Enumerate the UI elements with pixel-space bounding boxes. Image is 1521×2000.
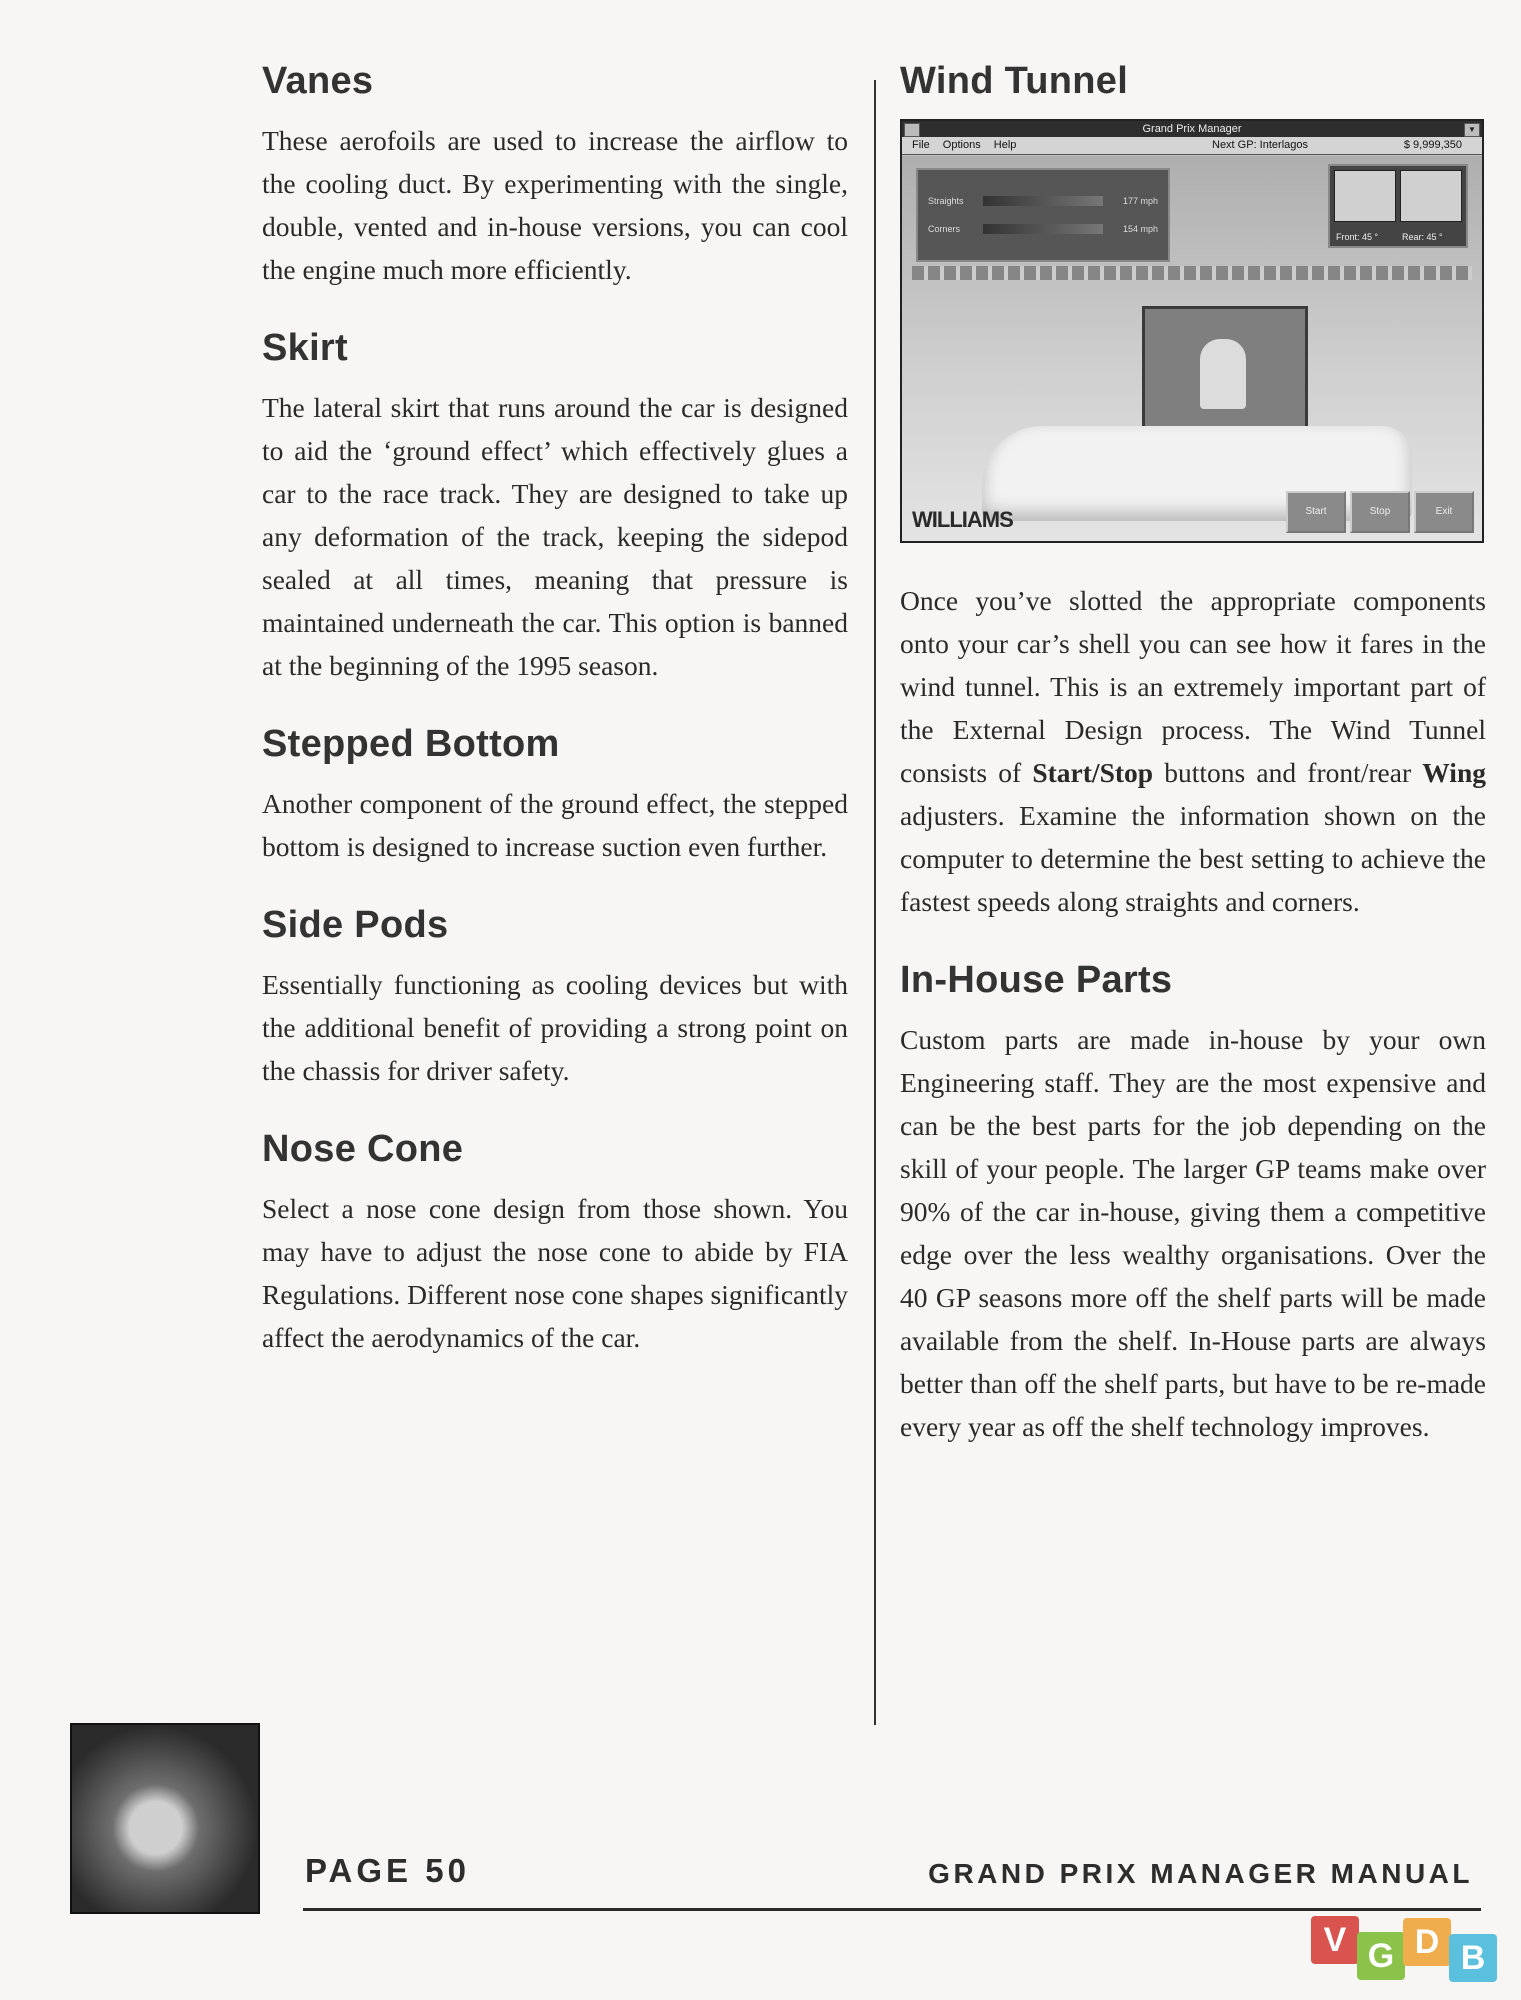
body-vanes: These aerofoils are used to increase the airflow to the cooling duct. By experimenting with the single, double, vented and in-house versions, you can cool the engine much more efficiently. bbox=[262, 125, 848, 285]
window-menu-bar bbox=[902, 137, 1482, 155]
window-title: Grand Prix Manager bbox=[1142, 123, 1242, 135]
section-side-pods bbox=[262, 904, 848, 1092]
straights-row bbox=[928, 194, 1158, 208]
heading-stepped-bottom: Stepped Bottom bbox=[262, 723, 560, 765]
section-vanes bbox=[262, 60, 848, 291]
front-wing-gauge-icon bbox=[1334, 170, 1396, 222]
start-button: Start bbox=[1286, 491, 1346, 533]
race-car-icon bbox=[982, 426, 1412, 521]
menu-file: File bbox=[912, 139, 930, 151]
control-strip bbox=[912, 266, 1472, 280]
person-photo bbox=[70, 1723, 260, 1914]
engineer-monitor bbox=[1142, 306, 1308, 432]
wing-gauges bbox=[1328, 164, 1468, 248]
engineer-figure-icon bbox=[1200, 339, 1246, 409]
next-gp: Next GP: Interlagos bbox=[1212, 139, 1308, 151]
watermark-letter-v: V bbox=[1311, 1916, 1359, 1964]
heading-in-house-parts: In-House Parts bbox=[900, 959, 1173, 1001]
stop-button: Stop bbox=[1350, 491, 1410, 533]
watermark-letter-d: D bbox=[1403, 1918, 1451, 1966]
wind-tunnel-bold-start-stop: Start/Stop bbox=[1032, 757, 1154, 788]
section-nose-cone bbox=[262, 1128, 848, 1359]
system-menu-icon bbox=[904, 123, 920, 137]
exit-button: Exit bbox=[1414, 491, 1474, 533]
body-in-house-parts: Custom parts are made in-house by your own Engineering staff. They are the most expensive and can be the best parts for the job depending on the skill of your people. The larger GP teams make over 90% of the car in-house, giving them a competitive edge over the less wealthy organisations. Over the 40 GP seasons more off the shelf parts will be made available from the shelf. In-House parts are always better than off the shelf parts, but have to be re-made every year as off the shelf technology improves. bbox=[900, 1024, 1486, 1442]
section-stepped-bottom bbox=[262, 723, 848, 868]
heading-side-pods: Side Pods bbox=[262, 904, 449, 946]
corners-bar bbox=[983, 224, 1103, 234]
corners-value: 154 mph bbox=[1122, 224, 1158, 234]
vgdb-watermark-logo bbox=[1311, 1916, 1511, 1988]
body-skirt: The lateral skirt that runs around the car is designed to aid the ‘ground effect’ which effectively glues a car to the race track. They are designed to take up any deformation of the track, keeping the sidepod sealed at all times, meaning that pressure is maintained underneath the car. This option is banned at the beginning of the 1995 season. bbox=[262, 392, 848, 681]
heading-wind-tunnel: Wind Tunnel bbox=[900, 60, 1129, 102]
right-column bbox=[900, 60, 1486, 1484]
heading-vanes: Vanes bbox=[262, 60, 374, 102]
minimize-icon: ▼ bbox=[1464, 123, 1480, 137]
column-divider bbox=[874, 80, 876, 1725]
body-nose-cone: Select a nose cone design from those shown. You may have to adjust the nose cone to abide by FIA Regulations. Different nose cone shapes significantly affect the aerodynamics of the car. bbox=[262, 1193, 849, 1353]
wind-tunnel-text-2: buttons and front/rear bbox=[1153, 757, 1423, 788]
wind-tunnel-text-3: adjusters. Examine the information shown on the computer to determine the best setting to achieve the fastest speeds along straights and corners. bbox=[900, 800, 1486, 917]
left-column bbox=[262, 60, 848, 1395]
body-wind-tunnel bbox=[900, 579, 1486, 923]
body-side-pods: Essentially functioning as cooling devices but with the additional benefit of providing a strong point on the chassis for driver safety. bbox=[262, 969, 848, 1086]
straights-label: Straights bbox=[928, 196, 964, 206]
section-in-house-parts bbox=[900, 959, 1486, 1448]
speed-panel bbox=[916, 168, 1170, 262]
menu-options: Options bbox=[942, 139, 981, 151]
rear-wing-value: Rear: 45 ° bbox=[1402, 232, 1443, 242]
manual-title: GRAND PRIX MANAGER MANUAL bbox=[928, 1858, 1473, 1889]
rear-wing-gauge-icon bbox=[1400, 170, 1462, 222]
body-stepped-bottom: Another component of the ground effect, the stepped bottom is designed to increase suction even further. bbox=[262, 788, 848, 862]
section-skirt bbox=[262, 327, 848, 687]
corners-label: Corners bbox=[928, 224, 961, 234]
straights-value: 177 mph bbox=[1122, 196, 1158, 206]
watermark-letter-g: G bbox=[1357, 1932, 1405, 1980]
menu-help: Help bbox=[993, 139, 1017, 151]
wind-tunnel-text-1: Once you’ve slotted the appropriate components onto your car’s shell you can see how it fares in the wind tunnel. This is an extremely important part of the External Design process. The Wind Tunnel consists of bbox=[900, 585, 1486, 788]
page-number: PAGE 50 bbox=[305, 1852, 470, 1889]
wind-tunnel-scene bbox=[902, 156, 1482, 541]
front-wing-value: Front: 45 ° bbox=[1336, 232, 1379, 242]
watermark-letter-b: B bbox=[1449, 1934, 1497, 1982]
heading-nose-cone: Nose Cone bbox=[262, 1128, 464, 1170]
straights-bar bbox=[983, 196, 1103, 206]
heading-skirt: Skirt bbox=[262, 327, 348, 369]
team-logo: WILLIAMS bbox=[912, 507, 1013, 532]
corners-row bbox=[928, 222, 1158, 236]
section-wind-tunnel bbox=[900, 60, 1486, 923]
wind-tunnel-screenshot bbox=[900, 119, 1484, 543]
window-title-bar bbox=[902, 121, 1482, 137]
footer-rule bbox=[303, 1908, 1481, 1911]
cash: $ 9,999,350 bbox=[1403, 139, 1462, 151]
wind-tunnel-bold-wing: Wing bbox=[1422, 757, 1486, 788]
